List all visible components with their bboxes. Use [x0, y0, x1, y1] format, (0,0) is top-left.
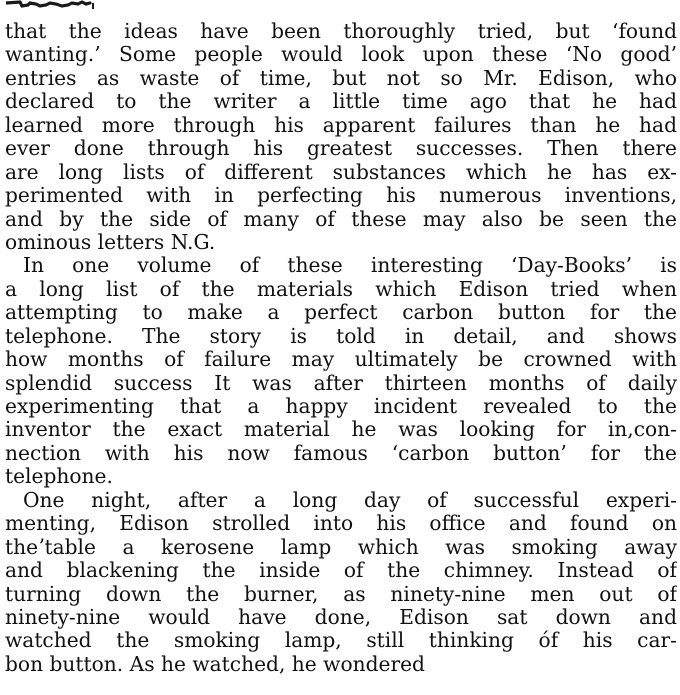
text-line: that the ideas have been thoroughly tried, but ‘found — [5, 20, 677, 43]
text-line: learned more through his apparent failures than he had — [5, 113, 677, 137]
text-line: wanting.’ Some people would look upon these ‘No good’ — [5, 43, 677, 67]
text-line: ever done through his greatest successes. Then there — [5, 137, 677, 161]
text-line: ominous letters N.G. — [5, 230, 216, 254]
text-line: entries as waste of time, but not so Mr. Edison, who — [5, 66, 677, 90]
text-line: ninety-nine would have done, Edison sat down and — [5, 605, 677, 629]
text-line: are long lists of different substances which he has ex- — [5, 160, 677, 184]
text-line: perimented with in perfecting his numerous inventions, — [5, 184, 677, 208]
text-line: nection with his now famous ‘carbon button’ for the — [5, 441, 677, 465]
text-line: menting, Edison strolled into his office and found on — [5, 512, 677, 536]
text-line: theʼtable a kerosene lamp which was smoking away — [5, 535, 677, 559]
text-line: telephone. The story is told in detail, and shows — [5, 324, 677, 348]
text-line: inventor the exact material he was looking for in,con- — [5, 418, 677, 442]
text-line: splendid success It was after thirteen months of daily — [5, 371, 677, 395]
cropped-text-fragment — [6, 0, 96, 10]
paragraph-3 — [5, 489, 677, 677]
text-line: telephone. — [5, 465, 113, 489]
paragraph-2 — [5, 254, 677, 488]
text-line: a long list of the materials which Edison tried when — [5, 277, 677, 301]
text-line: watched the smoking lamp, still thinking óf his car- — [5, 629, 677, 653]
text-line: and by the side of many of these may also be seen the — [5, 207, 677, 231]
text-line: and blackening the inside of the chimney. Instead of — [5, 559, 677, 583]
text-line: bon button. As he watched, he wondered — [5, 652, 425, 676]
text-line: attempting to make a perfect carbon button for the — [5, 301, 677, 325]
text-line: how months of failure may ultimately be crowned with — [5, 348, 677, 372]
article-column — [5, 20, 677, 676]
text-line: experimenting that a happy incident revealed to the — [5, 395, 677, 418]
text-line: One night, after a long day of successful experi- — [23, 488, 677, 512]
text-line: declared to the writer a little time ago that he had — [5, 90, 677, 114]
paragraph-1 — [5, 20, 677, 254]
text-line: In one volume of these interesting ‘Day-Books’ is — [23, 254, 677, 278]
text-line: turning down the burner, as ninety-nine men out of — [5, 582, 677, 606]
